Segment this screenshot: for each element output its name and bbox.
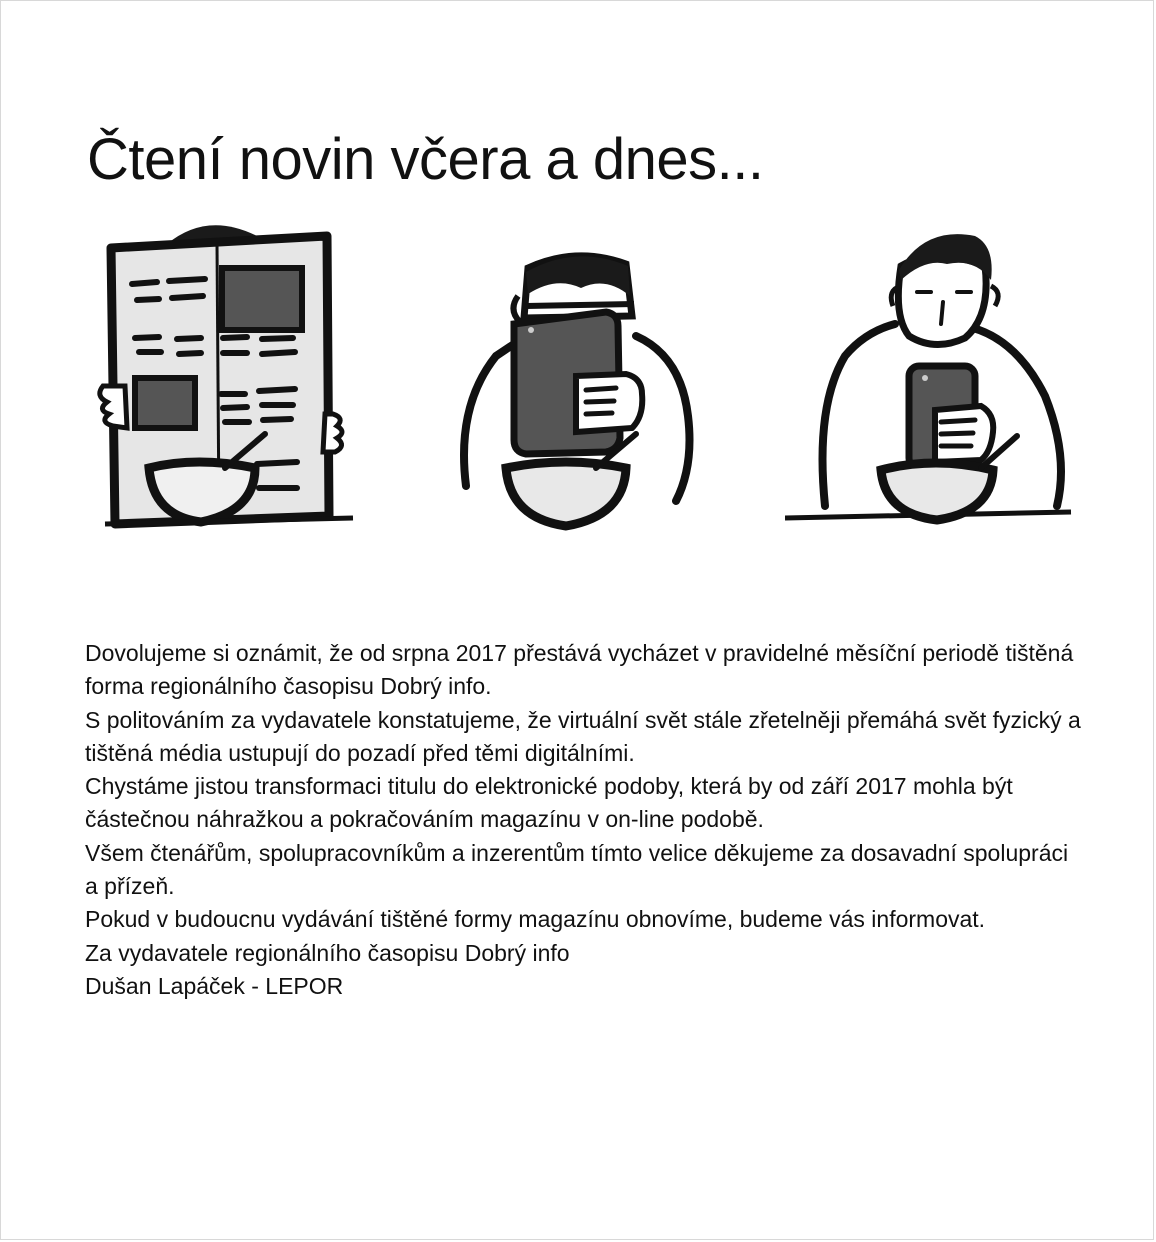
tablet-reader-illustration bbox=[456, 206, 706, 536]
announcement-text bbox=[85, 637, 1085, 1003]
paragraph-2: S politováním za vydavatele konstatujeme, že virtuální svět stále zřetelněji přemáhá svět fyzický a tištěná média ustupují do pozadí před těmi digitálními. bbox=[85, 706, 1081, 766]
paragraph-3: Chystáme jistou transformaci titulu do elektronické podoby, která by od září 2017 mohla být částečnou náhražkou a pokračováním magazínu v on-line podobě. bbox=[85, 773, 1013, 833]
page-title: Čtení novin včera a dnes... bbox=[87, 126, 764, 192]
paragraph-1: Dovolujeme si oznámit, že od srpna 2017 přestává vycházet v pravidelné měsíční periodě tištěná forma regionálního časopisu Dobrý info. bbox=[85, 640, 1074, 700]
signature-line: Za vydavatele regionálního časopisu Dobrý info bbox=[85, 939, 570, 966]
phone-reader-illustration bbox=[785, 206, 1075, 536]
newspaper-reader-illustration bbox=[97, 206, 367, 536]
signature-name: Dušan Lapáček - LEPOR bbox=[85, 972, 344, 999]
paragraph-5: Pokud v budoucnu vydávání tištěné formy magazínu obnovíme, budeme vás informovat. bbox=[85, 906, 986, 933]
paragraph-4: Všem čtenářům, spolupracovníkům a inzerentům tímto velice děkujeme za dosavadní spolupráci a přízeň. bbox=[85, 839, 1069, 900]
